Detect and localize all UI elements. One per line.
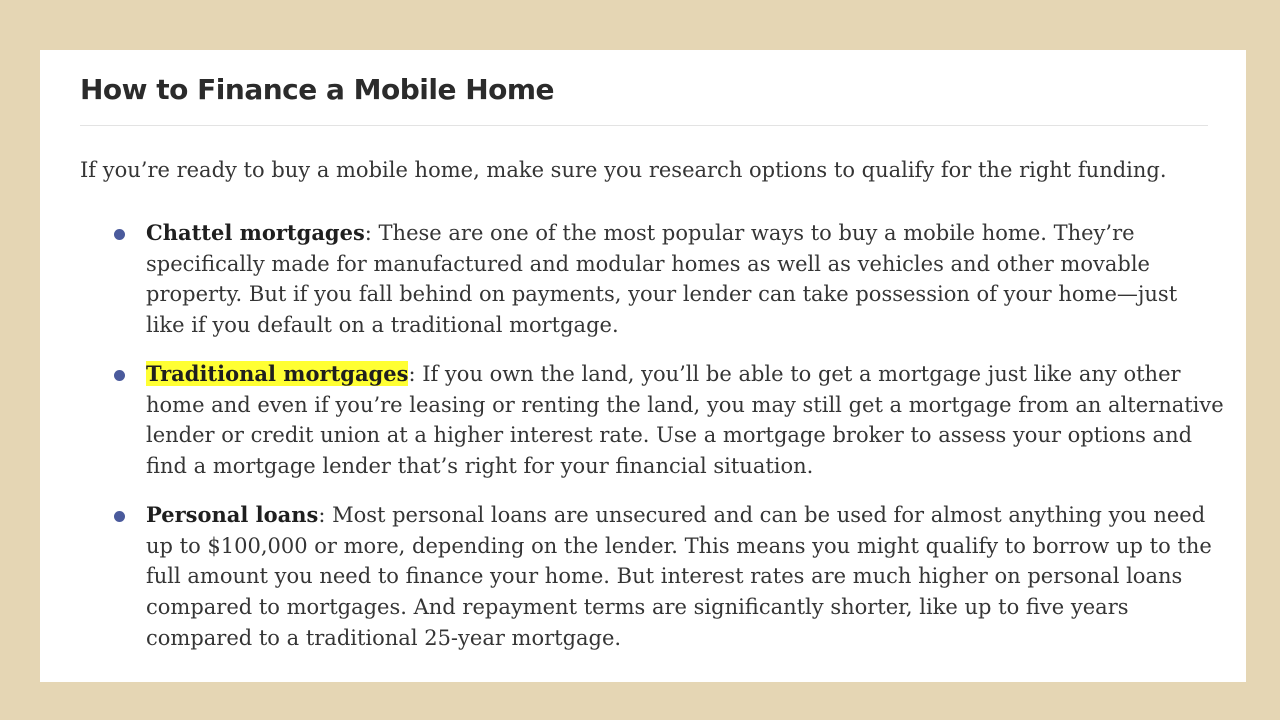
list-item-personal-loans bbox=[146, 500, 1212, 654]
item-line-4: compared to mortgages. And repayment terms are significantly shorter, like up to five years bbox=[146, 595, 1129, 620]
item-line-1 bbox=[146, 500, 1206, 531]
item-line-3: full amount you need to finance your home. But interest rates are much higher on personal loans bbox=[146, 564, 1183, 589]
item-text: : Most personal loans are unsecured and can be used for almost anything you need bbox=[318, 503, 1206, 527]
item-line-4: like if you default on a traditional mortgage. bbox=[146, 313, 619, 338]
item-line-4: find a mortgage lender that’s right for your financial situation. bbox=[146, 454, 814, 479]
list-item-traditional-mortgages bbox=[146, 359, 1224, 482]
item-term: Chattel mortgages bbox=[146, 220, 365, 245]
item-line-3: property. But if you fall behind on payments, your lender can take possession of your home—just bbox=[146, 282, 1178, 307]
item-text: : These are one of the most popular ways to buy a mobile home. They’re bbox=[364, 221, 1135, 245]
item-line-5: compared to a traditional 25-year mortgage. bbox=[146, 625, 622, 650]
item-term-highlighted: Traditional mortgages bbox=[146, 361, 409, 386]
intro-paragraph: If you’re ready to buy a mobile home, make sure you research options to qualify for the right funding. bbox=[80, 158, 1167, 182]
list-item-chattel-mortgages bbox=[146, 218, 1206, 341]
item-line-3: lender or credit union at a higher interest rate. Use a mortgage broker to assess your options and bbox=[146, 423, 1193, 448]
bullet-icon bbox=[114, 370, 125, 381]
item-line-2: specifically made for manufactured and modular homes as well as vehicles and other movable bbox=[146, 251, 1150, 276]
item-line-1 bbox=[146, 218, 1206, 249]
item-line-1 bbox=[146, 359, 1206, 390]
title-divider bbox=[80, 125, 1208, 126]
bullet-icon bbox=[114, 229, 125, 240]
bullet-icon bbox=[114, 511, 125, 522]
article-card bbox=[40, 50, 1246, 682]
item-text: : If you own the land, you’ll be able to get a mortgage just like any other bbox=[408, 362, 1181, 386]
item-line-2: home and even if you’re leasing or renting the land, you may still get a mortgage from an alternative bbox=[146, 392, 1224, 417]
item-line-2: up to $100,000 or more, depending on the lender. This means you might qualify to borrow up to the bbox=[146, 533, 1212, 558]
article-title: How to Finance a Mobile Home bbox=[80, 73, 555, 106]
item-term: Personal loans bbox=[146, 502, 319, 527]
